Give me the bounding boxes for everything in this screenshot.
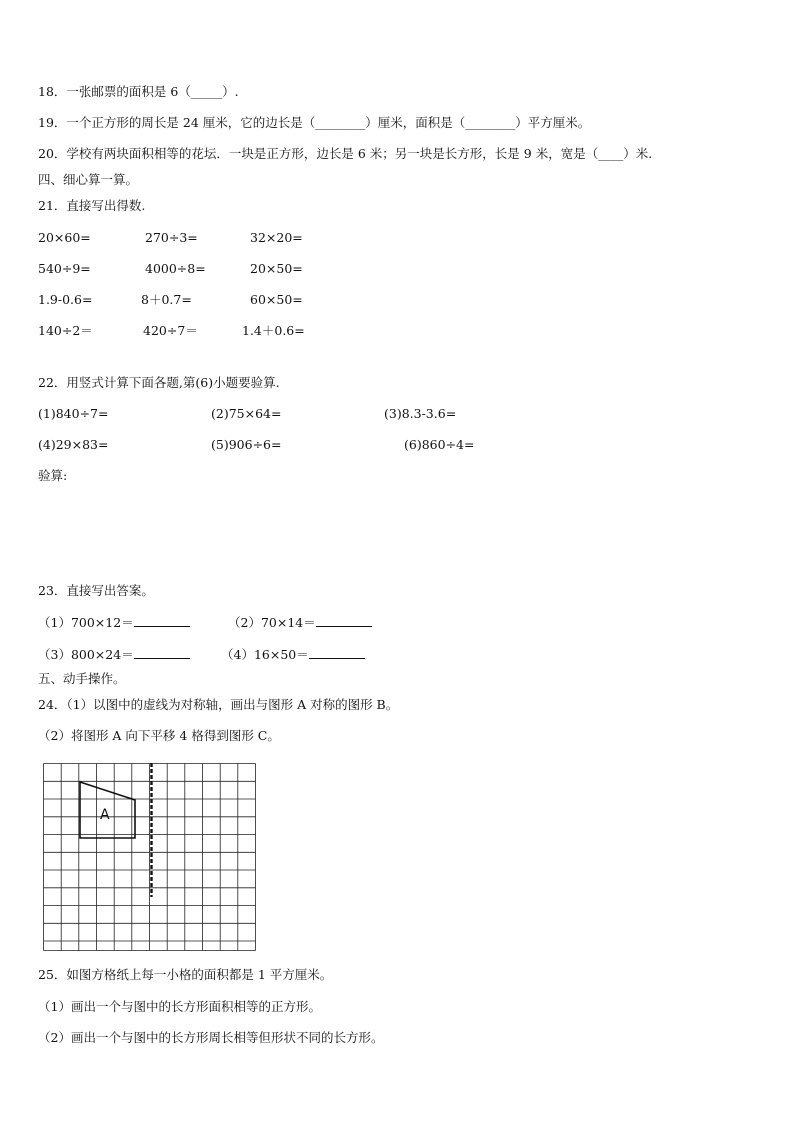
q22-cell: (4)29×83= — [38, 437, 109, 452]
question-18: 18．一张邮票的面积是 6（_____）. — [38, 84, 239, 99]
question-22-title: 22．用竖式计算下面各题,第(6)小题要验算. — [38, 375, 280, 390]
q23-item — [38, 614, 190, 631]
section-4-heading: 四、细心算一算。 — [38, 172, 139, 187]
q23-item-text: （4）16×50＝ — [221, 647, 309, 662]
shape-a-label: A — [100, 807, 110, 823]
q21-cell: 20×50= — [250, 261, 303, 276]
question-20: 20．学校有两块面积相等的花坛．一块是正方形，边长是 6 米；另一块是长方形，长是 9 米，宽是（____）米. — [38, 146, 653, 161]
answer-blank[interactable] — [134, 646, 190, 659]
q22-cell: (2)75×64= — [211, 406, 282, 421]
q21-cell: 1.4＋0.6= — [242, 323, 305, 338]
answer-blank[interactable] — [134, 614, 190, 627]
question-21-title: 21．直接写出得数. — [38, 198, 146, 213]
question-24-part-2: （2）将图形 A 向下平移 4 格得到图形 C。 — [38, 728, 280, 743]
grid-lines — [44, 764, 256, 951]
q23-item-text: （3）800×24＝ — [38, 647, 134, 662]
q21-cell: 60×50= — [250, 292, 303, 307]
question-19: 19．一个正方形的周长是 24 厘米，它的边长是（________）厘米，面积是（________）平方厘米。 — [38, 115, 591, 130]
q21-cell: 140÷2＝ — [38, 323, 93, 338]
q22-cell: (6)860÷4= — [404, 437, 475, 452]
question-24-part-1: 24．（1）以图中的虚线为对称轴，画出与图形 A 对称的图形 B。 — [38, 697, 399, 712]
q21-cell: 20×60= — [38, 230, 91, 245]
q22-cell: (3)8.3-3.6= — [384, 406, 457, 421]
q21-cell: 540÷9= — [38, 261, 91, 276]
q21-cell: 4000÷8= — [145, 261, 206, 276]
answer-blank[interactable] — [309, 646, 365, 659]
question-25-part-2: （2）画出一个与图中的长方形周长相等但形状不同的长方形。 — [38, 1030, 384, 1045]
answer-blank[interactable] — [316, 614, 372, 627]
q23-item — [38, 646, 190, 663]
question-25: 25．如图方格纸上每一小格的面积都是 1 平方厘米。 — [38, 967, 333, 982]
q23-item-text: （2）70×14＝ — [228, 615, 316, 630]
grid-paper — [43, 763, 257, 952]
question-23-title: 23．直接写出答案。 — [38, 583, 154, 598]
q23-item — [221, 646, 365, 663]
q21-cell: 1.9-0.6= — [38, 292, 93, 307]
q23-item — [228, 614, 372, 631]
q22-cell: (1)840÷7= — [38, 406, 109, 421]
q23-item-text: （1）700×12＝ — [38, 615, 134, 630]
q21-cell: 270÷3= — [145, 230, 198, 245]
check-label: 验算: — [38, 468, 68, 483]
q21-cell: 420÷7＝ — [143, 323, 198, 338]
question-25-part-1: （1）画出一个与图中的长方形面积相等的正方形。 — [38, 999, 321, 1014]
q21-cell: 8＋0.7= — [141, 292, 192, 307]
q21-cell: 32×20= — [250, 230, 303, 245]
q22-cell: (5)906÷6= — [211, 437, 282, 452]
section-5-heading: 五、动手操作。 — [38, 671, 126, 686]
